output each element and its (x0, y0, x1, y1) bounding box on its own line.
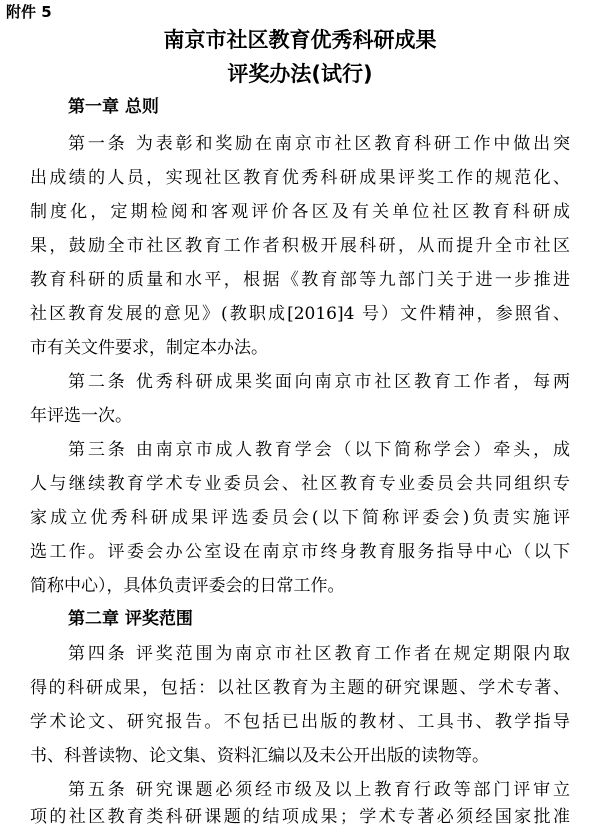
paragraph-line: 第三条 由南京市成人教育学会（以下简称学会）牵头，成 (68, 440, 570, 460)
document-title-line-1: 南京市社区教育优秀科研成果 (163, 28, 437, 52)
paragraph-line: 第二条 优秀科研成果奖面向南京市社区教育工作者，每两 (68, 372, 570, 392)
paragraph-line: 人与继续教育学术专业委员会、社区教育专业委员会共同组织专 (30, 474, 570, 494)
paragraph-line: 家成立优秀科研成果评选委员会(以下简称评委会)负责实施评 (30, 508, 570, 528)
paragraph-line: 项的社区教育类科研课题的结项成果；学术专著必须经国家批准 (30, 807, 570, 827)
paragraph-line: 市有关文件要求，制定本办法。 (30, 338, 268, 358)
paragraph-line: 出成绩的人员，实现社区教育优秀科研成果评奖工作的规范化、 (30, 168, 570, 188)
paragraph-line: 选工作。评委会办公室设在南京市终身教育服务指导中心（以下 (30, 542, 570, 562)
paragraph-line: 第四条 评奖范围为南京市社区教育工作者在规定期限内取 (68, 644, 570, 664)
chapter-heading-1: 第一章 总则 (68, 97, 159, 117)
paragraph-line: 社区教育发展的意见》(教职成[2016]4 号）文件精神，参照省、 (30, 304, 570, 324)
paragraph-line: 第一条 为表彰和奖励在南京市社区教育科研工作中做出突 (68, 134, 570, 154)
chapter-heading-2: 第二章 评奖范围 (68, 609, 193, 629)
paragraph-line: 年评选一次。 (30, 406, 132, 426)
paragraph-line: 书、科普读物、论文集、资料汇编以及未公开出版的读物等。 (30, 746, 489, 766)
paragraph-line: 果，鼓励全市社区教育工作者积极开展科研，从而提升全市社区 (30, 236, 570, 256)
attachment-label: 附件 5 (6, 3, 52, 21)
paragraph-line: 教育科研的质量和水平，根据《教育部等九部门关于进一步推进 (30, 270, 570, 290)
paragraph-line: 简称中心），具体负责评委会的日常工作。 (30, 576, 345, 596)
document-title-line-2: 评奖办法(试行) (227, 62, 373, 86)
paragraph-line: 制度化，定期检阅和客观评价各区及有关单位社区教育科研成 (30, 202, 570, 222)
paragraph-line: 学术论文、研究报告。不包括已出版的教材、工具书、教学指导 (30, 712, 570, 732)
paragraph-line: 得的科研成果，包括：以社区教育为主题的研究课题、学术专著、 (30, 678, 570, 698)
paragraph-line: 第五条 研究课题必须经市级及以上教育行政等部门评审立 (68, 780, 570, 800)
